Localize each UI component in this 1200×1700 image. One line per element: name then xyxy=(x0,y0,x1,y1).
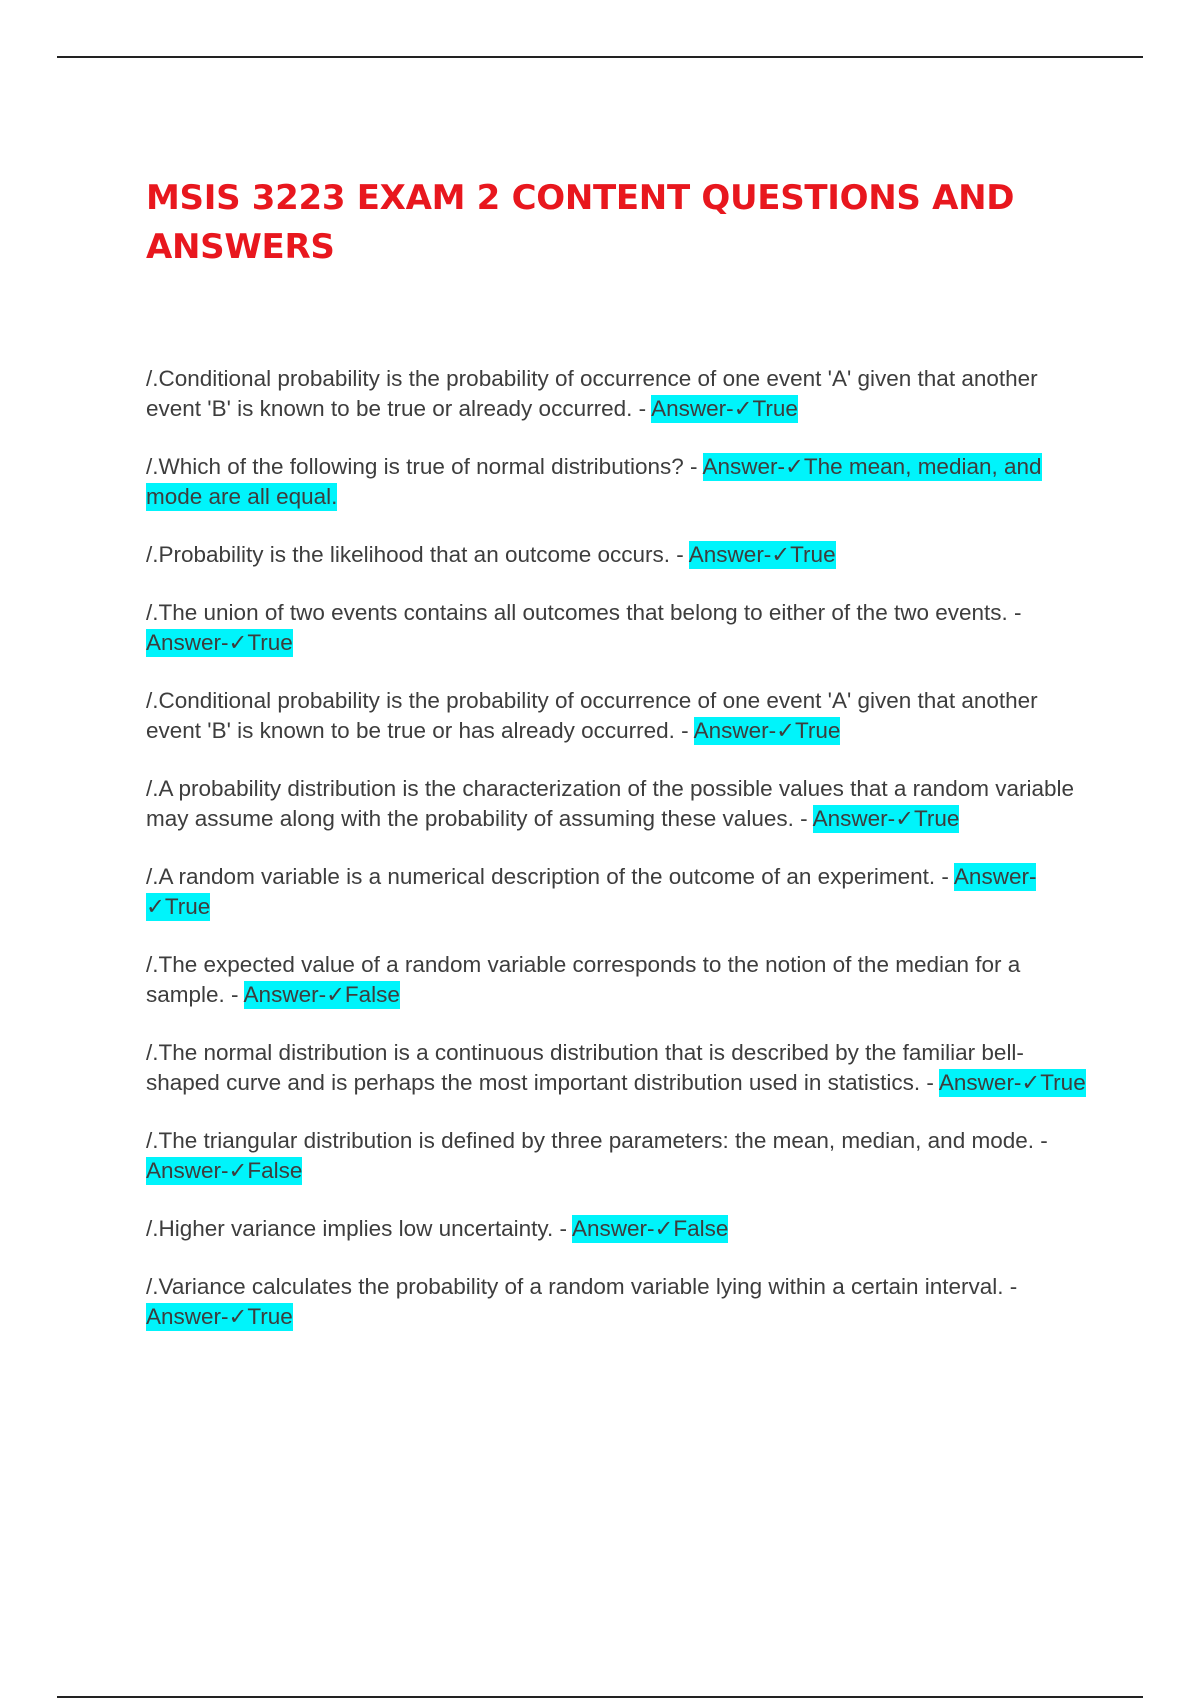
answer-highlight: Answer-✓True xyxy=(146,630,293,655)
question-text: /.Which of the following is true of normal distributions? - xyxy=(146,454,703,479)
qa-item xyxy=(146,862,1096,922)
answer-highlight: Answer-✓True xyxy=(938,1070,1086,1095)
question-text: /.Higher variance implies low uncertainty. - xyxy=(146,1216,573,1241)
question-text: /.The normal distribution is a continuous distribution that is described by the familiar bell-shaped curve and is perhaps the most important distribution used in statistics. - xyxy=(146,1040,1024,1095)
question-text: /.Probability is the likelihood that an outcome occurs. - xyxy=(146,542,689,567)
qa-item xyxy=(146,598,1096,658)
answer-highlight: Answer-✓False xyxy=(146,1158,303,1183)
answer-highlight: Answer-✓True xyxy=(146,1304,293,1329)
answer-highlight: Answer-✓False xyxy=(572,1216,729,1241)
question-text: /.A probability distribution is the characterization of the possible values that a random variable may assume along with the probability of assuming these values. - xyxy=(146,776,1075,831)
question-text: /.Conditional probability is the probability of occurrence of one event 'A' given that another event 'B' is known to be true or already occurred. - xyxy=(146,366,1038,421)
answer-highlight: Answer-✓True xyxy=(651,396,798,421)
qa-item xyxy=(146,1126,1096,1186)
question-text: /.The expected value of a random variable corresponds to the notion of the median for a sample. - xyxy=(146,952,1021,1007)
question-text: /.The union of two events contains all outcomes that belong to either of the two events. - xyxy=(146,600,1022,625)
qa-item xyxy=(146,1038,1096,1098)
document-title: MSIS 3223 EXAM 2 CONTENT QUESTIONS AND ANSWERS xyxy=(146,178,1015,267)
qa-item xyxy=(146,1272,1096,1332)
question-text: /.A random variable is a numerical description of the outcome of an experiment. - xyxy=(146,864,954,889)
qa-item xyxy=(146,540,1096,570)
qa-item xyxy=(146,364,1096,424)
qa-item xyxy=(146,452,1096,512)
answer-highlight: Answer-✓False xyxy=(243,982,400,1007)
answer-highlight: Answer-✓True xyxy=(688,542,836,567)
qa-item xyxy=(146,950,1096,1010)
question-text: /.Variance calculates the probability of a random variable lying within a certain interval. - xyxy=(146,1274,1018,1299)
answer-highlight: Answer-✓True xyxy=(693,718,841,743)
qa-item xyxy=(146,1214,1096,1244)
qa-item xyxy=(146,774,1096,834)
bottom-rule xyxy=(57,1696,1143,1698)
question-text: /.The triangular distribution is defined by three parameters: the mean, median, and mode. - xyxy=(146,1128,1048,1153)
top-rule xyxy=(57,56,1143,58)
answer-highlight: Answer-✓True xyxy=(812,806,960,831)
answer-highlight: Answer-✓The mean, median, and mode are all equal. xyxy=(146,454,1042,509)
qa-list xyxy=(146,364,1096,1360)
question-text: /.Conditional probability is the probability of occurrence of one event 'A' given that another event 'B' is known to be true or has already occurred. - xyxy=(146,688,1038,743)
qa-item xyxy=(146,686,1096,746)
answer-highlight: Answer-✓True xyxy=(146,864,1037,919)
